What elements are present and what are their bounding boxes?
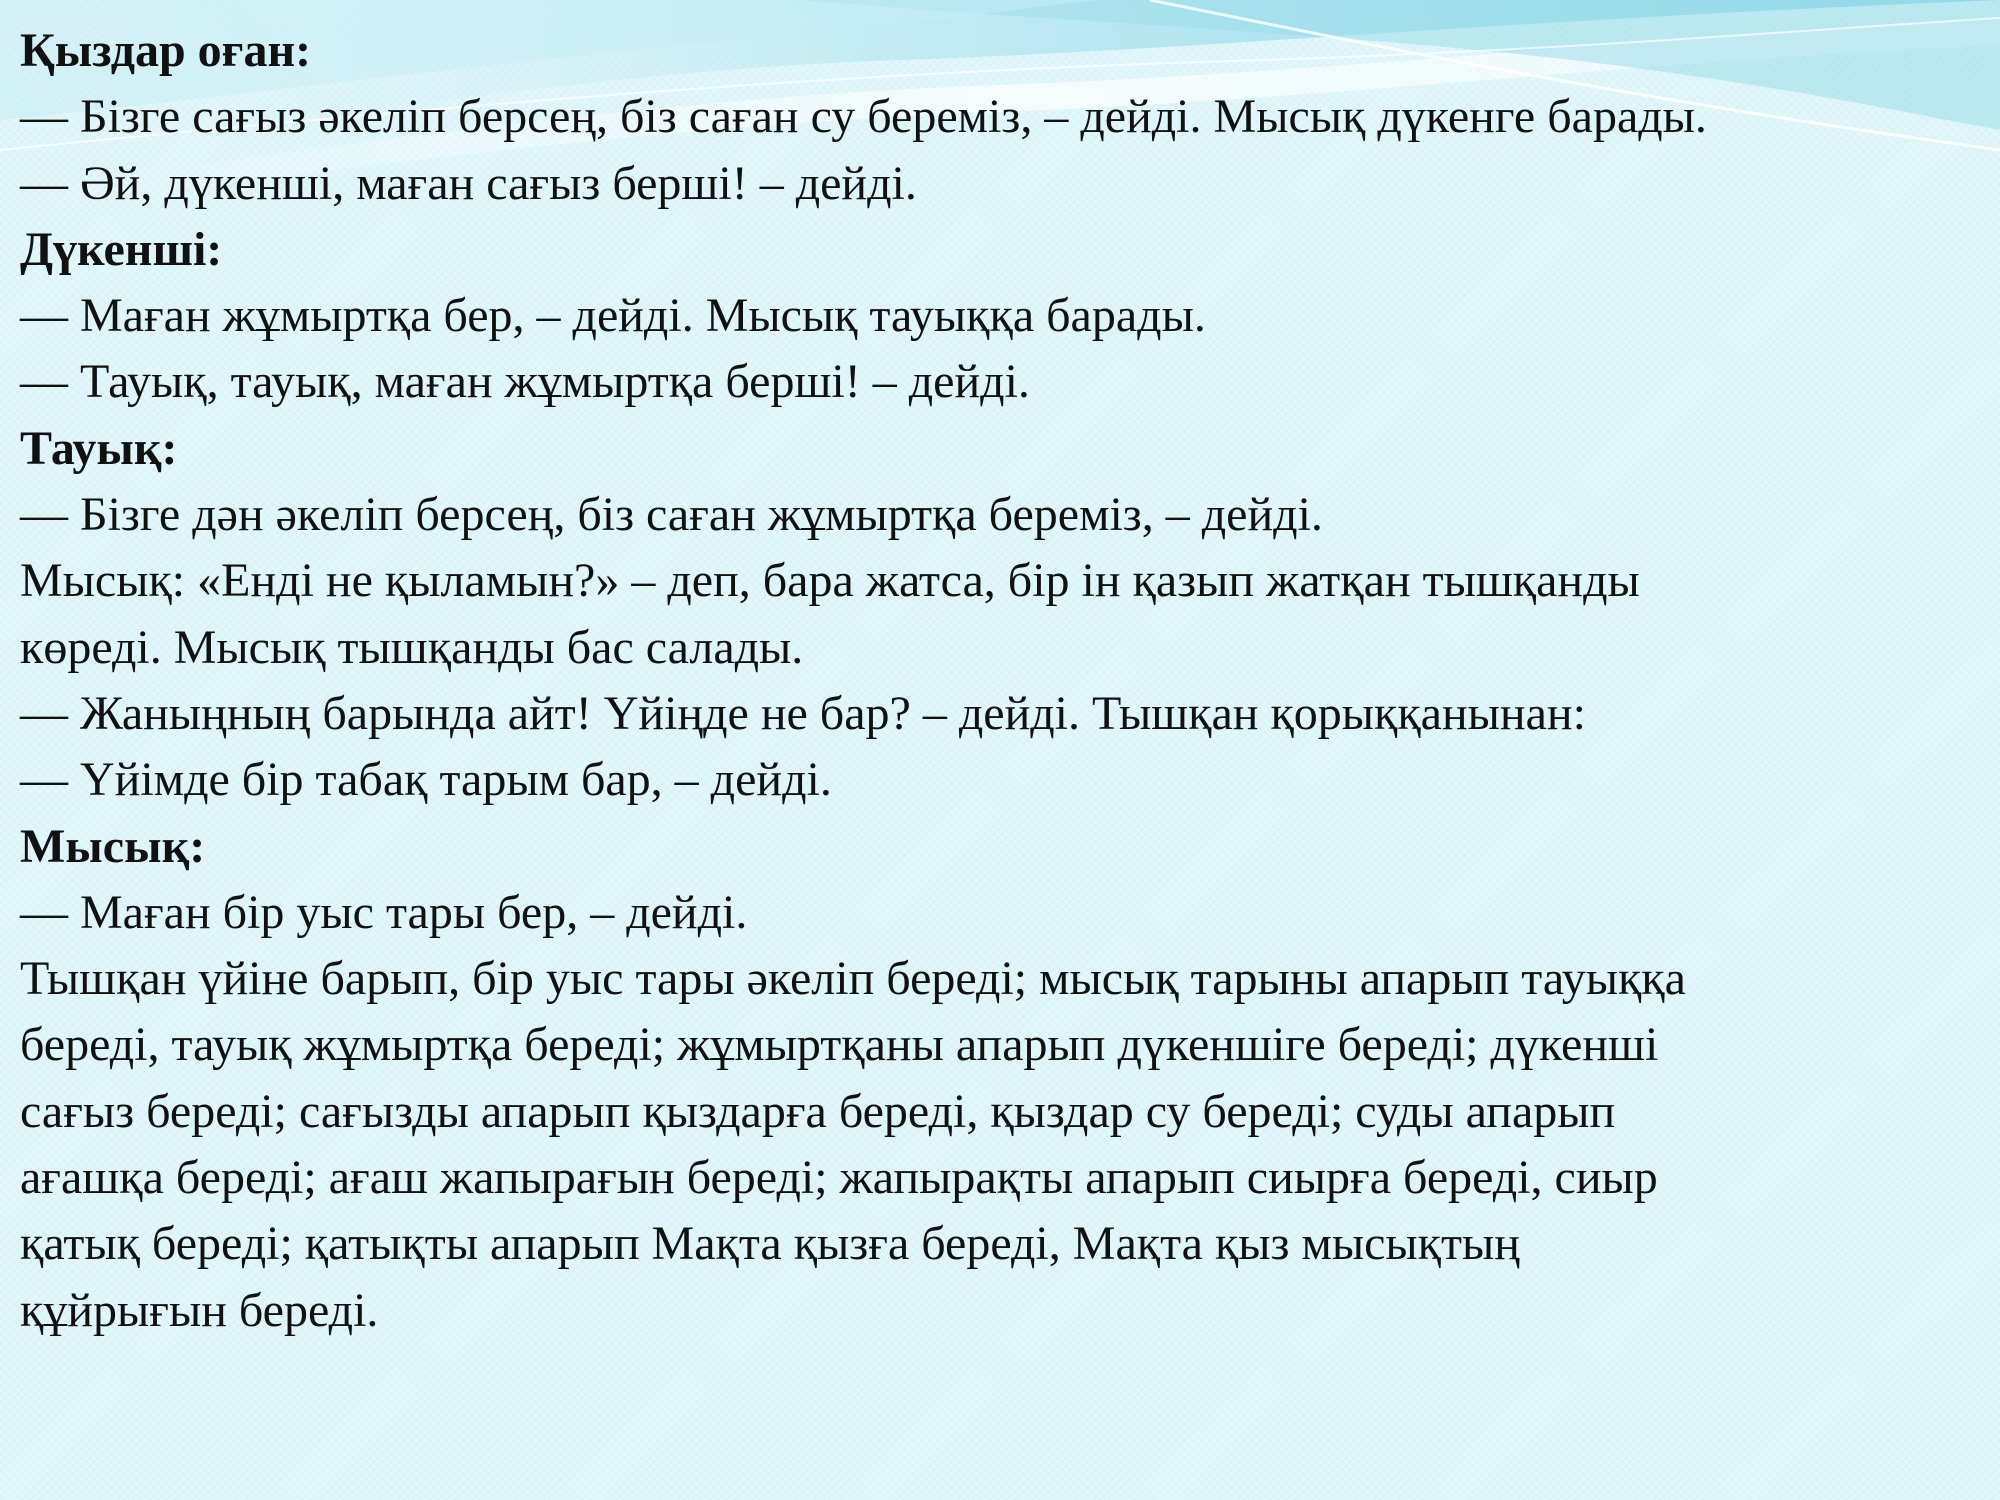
text-line: Тышқан үйіне барып, бір уыс тары әкеліп береді; мысық тарыны апарып тауыққа	[20, 952, 1686, 1006]
text-line: — Бізге дән әкеліп берсең, біз саған жұмыртқа береміз, – дейді.	[20, 488, 1323, 542]
text-line: береді, тауық жұмыртқа береді; жұмыртқаны апарып дүкеншіге береді; дүкенші	[20, 1018, 1659, 1072]
text-line: ағашқа береді; ағаш жапырағын береді; жапырақты апарып сиырға береді, сиыр	[20, 1151, 1658, 1205]
speaker-label: Қыздар оған:	[20, 24, 312, 77]
speaker-label: Дүкенші:	[20, 222, 223, 276]
text-line: көреді. Мысық тышқанды бас салады.	[20, 620, 804, 674]
text-line: — Үйімде бір табақ тарым бар, – дейді.	[20, 753, 832, 807]
text-line: сағыз береді; сағызды апарып қыздарға береді, қыздар су береді; суды апарып	[20, 1084, 1616, 1138]
text-line: — Маған жұмыртқа бер, – дейді. Мысық тауыққа барады.	[20, 289, 1206, 343]
text-line: құйрығын береді.	[20, 1283, 379, 1337]
text-line: — Тауық, тауық, маған жұмыртқа берші! – дейді.	[20, 355, 1030, 409]
text-line: қатық береді; қатықты апарып Мақта қызға береді, Мақта қыз мысықтың	[20, 1217, 1520, 1271]
text-line: Мысық: «Енді не қыламын?» – деп, бара жатса, бір ін қазып жатқан тышқанды	[20, 554, 1640, 608]
speaker-label: Мысық:	[20, 819, 206, 873]
text-line: — Бізге сағыз әкеліп берсең, біз саған су береміз, – дейді. Мысық дүкенге барады.	[20, 90, 1707, 144]
slide-body-text	[20, 18, 1980, 1344]
text-line: — Жаныңның барында айт! Үйіңде не бар? – дейді. Тышқан қорыққанынан:	[20, 686, 1586, 740]
text-line: — Әй, дүкенші, маған сағыз берші! – дейді.	[20, 156, 917, 210]
text-line: — Маған бір уыс тары бер, – дейді.	[20, 885, 748, 939]
speaker-label: Тауық:	[20, 421, 178, 475]
